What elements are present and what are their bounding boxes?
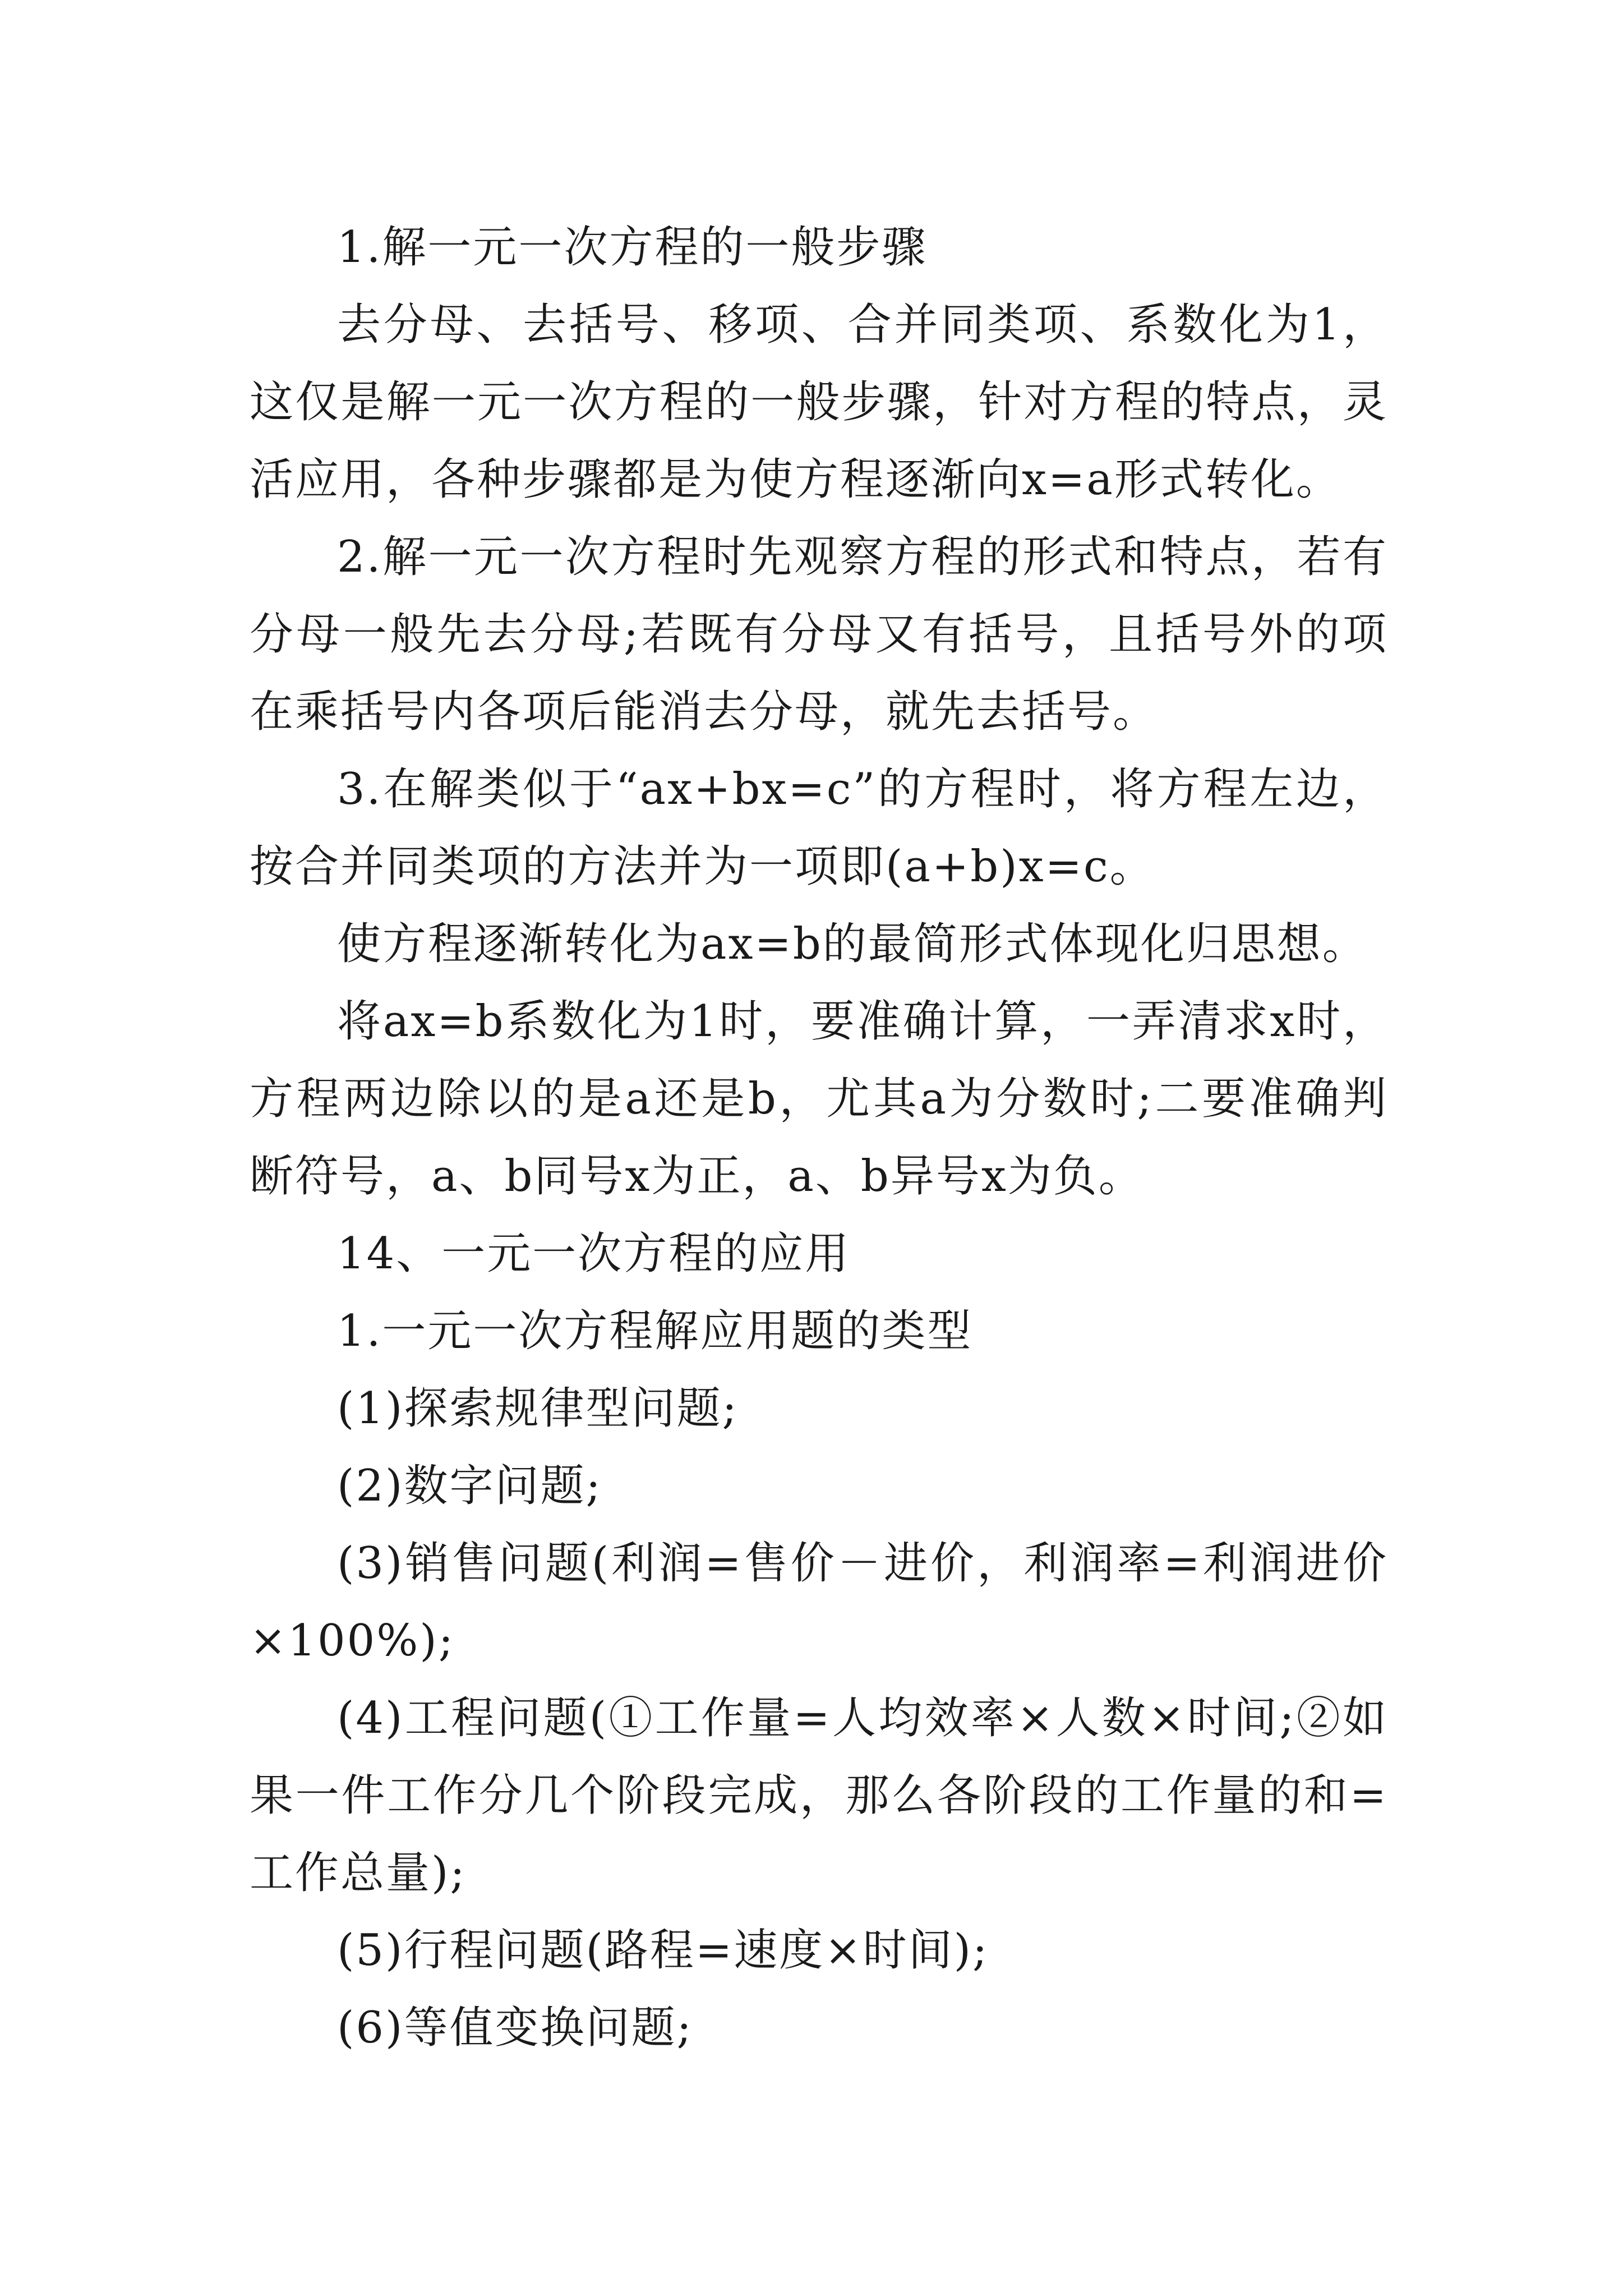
list-item-sales: (3)销售问题(利润=售价－进价，利润率=利润进价×100%);	[250, 1538, 1388, 1666]
list-item-travel: (5)行程问题(路程=速度×时间);	[337, 1925, 989, 1976]
document-body	[250, 209, 1388, 2067]
heading-solve-steps: 1.解一元一次方程的一般步骤	[337, 222, 928, 273]
list-item-digits: (2)数字问题;	[337, 1461, 602, 1511]
paragraph-coefficient: 将ax=b系数化为1时，要准确计算，一弄清求x时，方程两边除以的是a还是b，尤其a为分数时;二要准确判断符号，a、b同号x为正，a、b异号x为负。	[250, 996, 1388, 1202]
section-heading-applications: 14、一元一次方程的应用	[337, 1228, 851, 1279]
paragraph-combine-terms: 3.在解类似于“ax+bx=c”的方程时，将方程左边，按合并同类项的方法并为一项即(a+b)x=c。	[250, 764, 1388, 892]
paragraph-general-steps: 去分母、去括号、移项、合并同类项、系数化为1，这仅是解一元一次方程的一般步骤，针对方程的特点，灵活应用，各种步骤都是为使方程逐渐向x=a形式转化。	[250, 300, 1388, 505]
heading-problem-types: 1.一元一次方程解应用题的类型	[337, 1306, 973, 1356]
list-item-equivalence: (6)等值变换问题;	[337, 2003, 693, 2053]
list-item-pattern: (1)探索规律型问题;	[337, 1383, 739, 1434]
paragraph-observe-form: 2.解一元一次方程时先观察方程的形式和特点，若有分母一般先去分母;若既有分母又有括号，且括号外的项在乘括号内各项后能消去分母，就先去括号。	[250, 532, 1388, 737]
list-item-engineering: (4)工程问题(①工作量=人均效率×人数×时间;②如果一件工作分几个阶段完成，那么各阶段的工作量的和=工作总量);	[250, 1693, 1388, 1898]
paragraph-simplest-form: 使方程逐渐转化为ax=b的最简形式体现化归思想。	[337, 919, 1368, 969]
